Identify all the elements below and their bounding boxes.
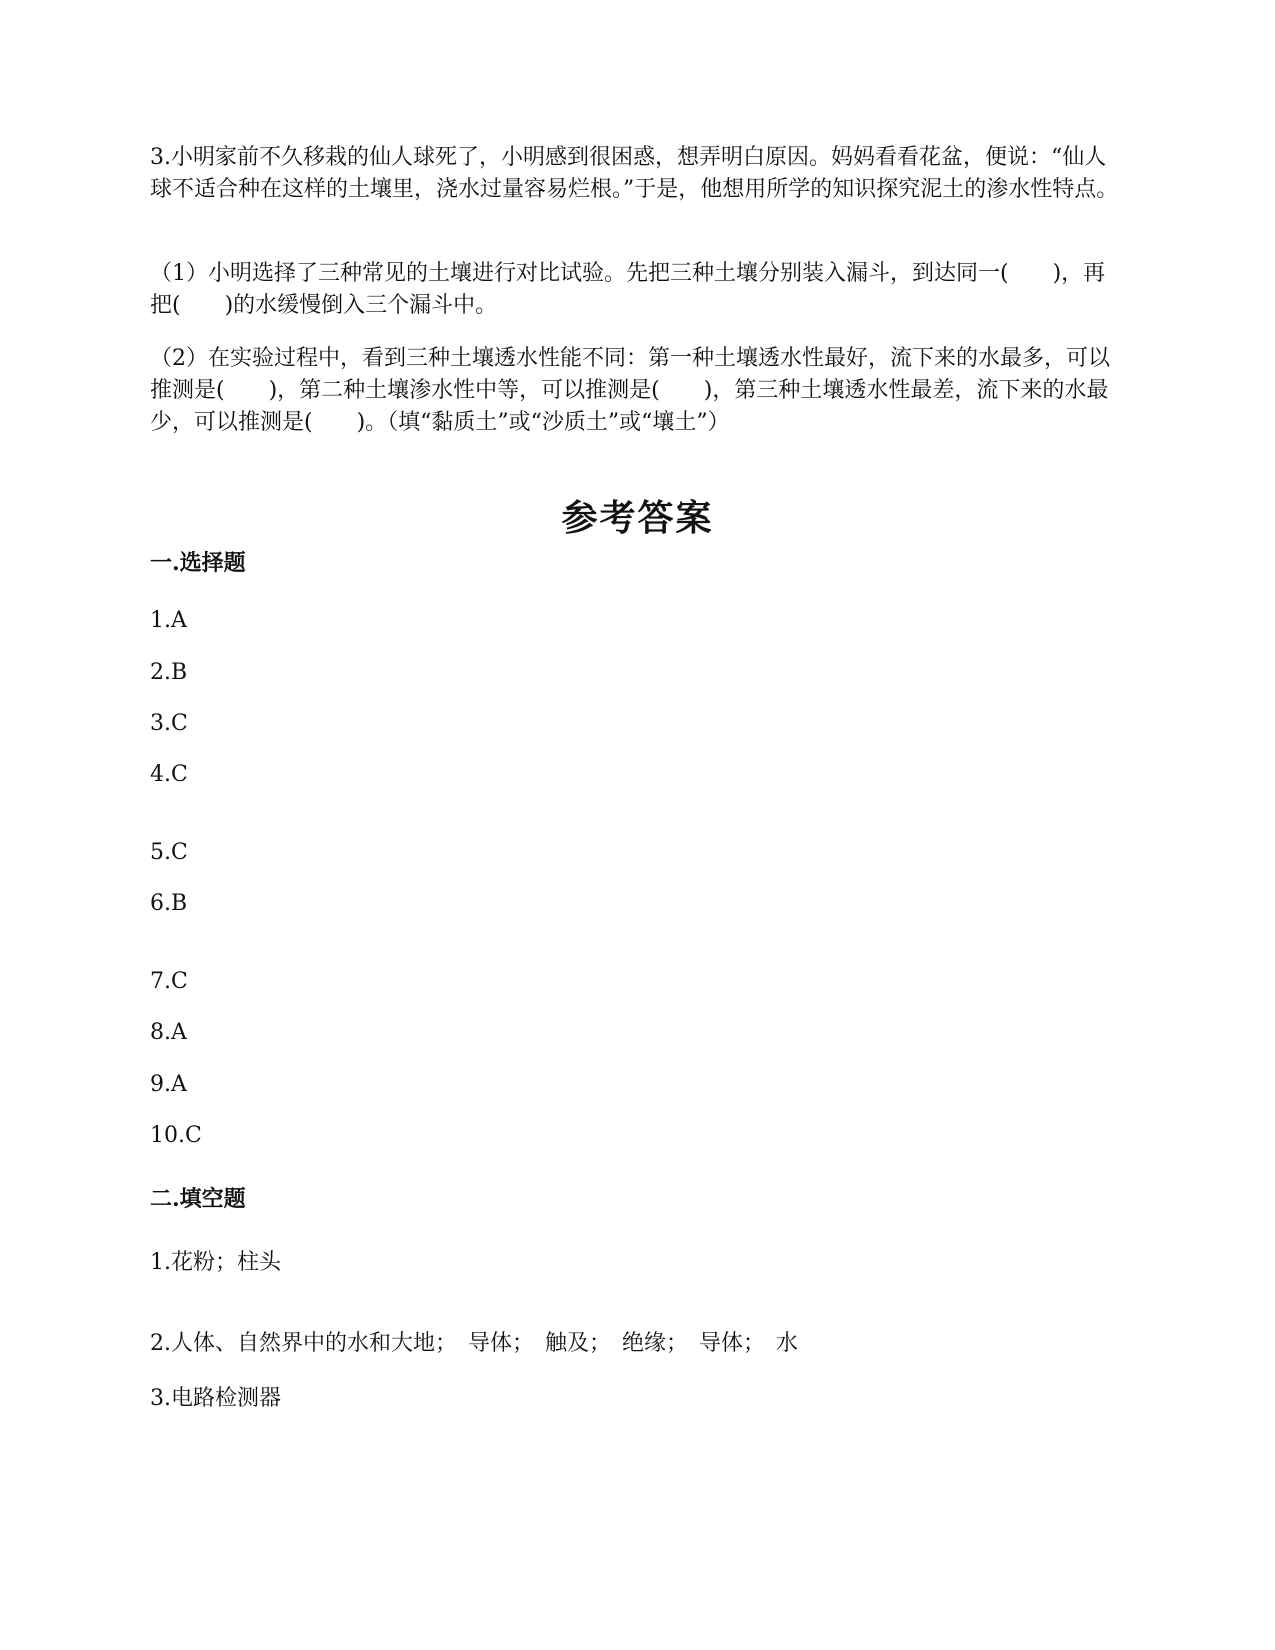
answer-item: 1.花粉；柱头 bbox=[150, 1250, 281, 1275]
answer-item: 5.C bbox=[150, 840, 188, 865]
answer-item: 2.人体、自然界中的水和大地； 导体； 触及； 绝缘； 导体； 水 bbox=[150, 1331, 798, 1356]
answer-item: 7.C bbox=[150, 969, 188, 994]
question-stem: 3.小明家前不久移栽的仙人球死了，小明感到很困惑，想弄明白原因。妈妈看看花盆，便说：“仙人球不适合种在这样的土壤里，浇水过量容易烂根。”于是，他想用所学的知识探究泥土的渗水性特点。 bbox=[150, 145, 1119, 202]
answer-item: 6.B bbox=[150, 891, 188, 916]
question-part-2: （2）在实验过程中，看到三种土壤透水性能不同：第一种土壤透水性最好，流下来的水最多，可以推测是( )，第二种土壤渗水性中等，可以推测是( )，第三种土壤透水性最差，流下来的水最少，可以推测是( )。（填“黏质土”或“沙质土”或“壤土”） bbox=[150, 346, 1111, 435]
section-heading-choice: 一.选择题 bbox=[150, 550, 246, 576]
question-part-1: （1）小明选择了三种常见的土壤进行对比试验。先把三种土壤分别装入漏斗，到达同一( )，再把( )的水缓慢倒入三个漏斗中。 bbox=[150, 261, 1106, 318]
answer-item: 9.A bbox=[150, 1072, 187, 1097]
answer-item: 10.C bbox=[150, 1123, 202, 1148]
answer-item: 1.A bbox=[150, 608, 187, 633]
answer-item: 3.电路检测器 bbox=[150, 1386, 281, 1411]
answer-item: 4.C bbox=[150, 762, 188, 787]
answer-item: 8.A bbox=[150, 1020, 187, 1045]
answer-key-title: 参考答案 bbox=[561, 497, 714, 539]
answer-item: 3.C bbox=[150, 711, 188, 736]
answer-item: 2.B bbox=[150, 660, 188, 685]
section-heading-fill-blank: 二.填空题 bbox=[150, 1186, 246, 1212]
